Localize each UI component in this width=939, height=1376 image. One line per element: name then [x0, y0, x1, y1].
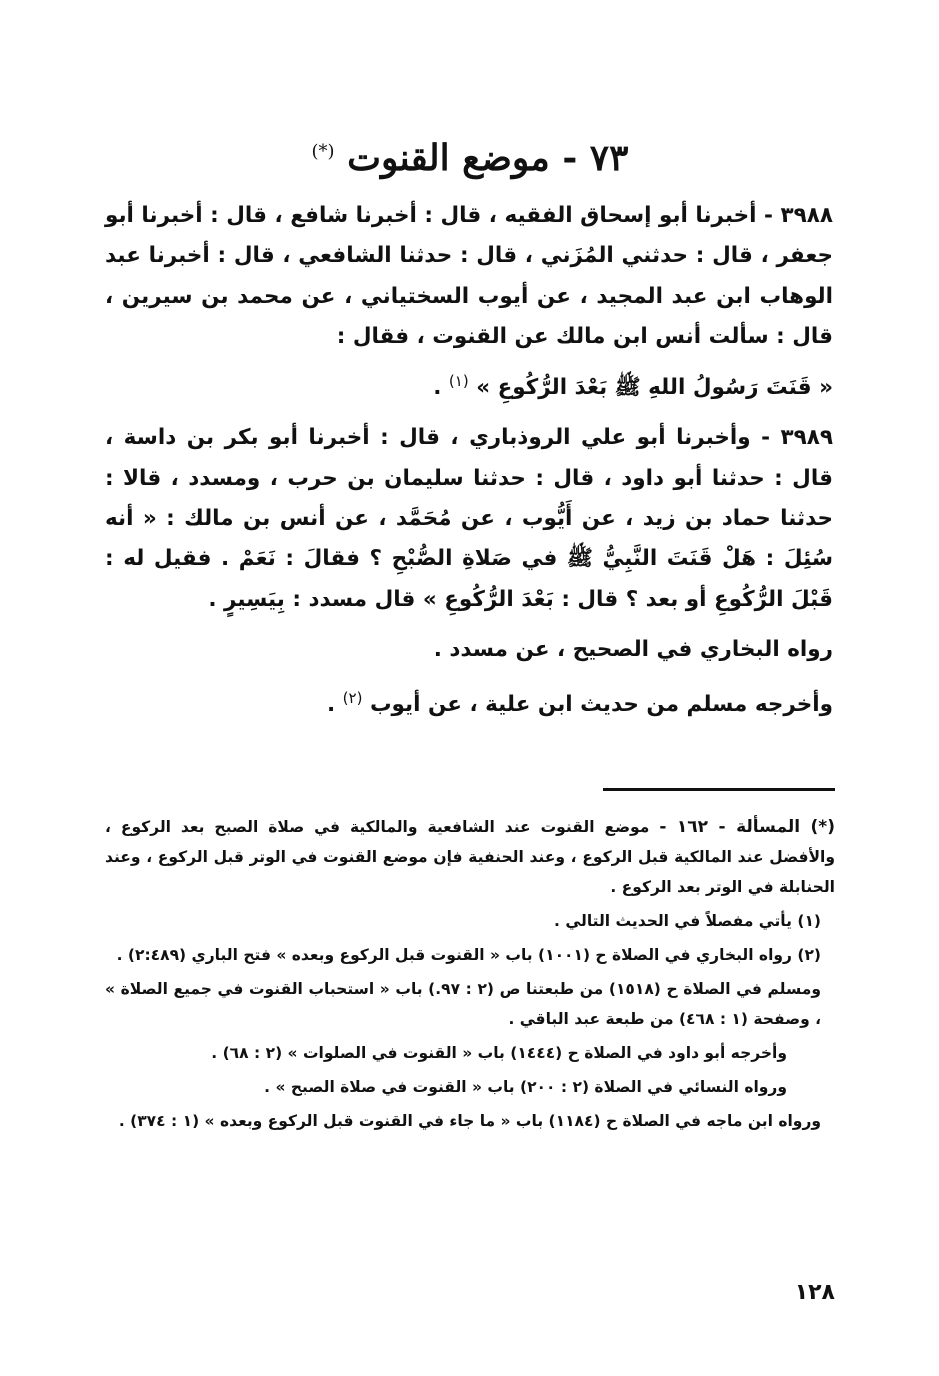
footnote-star-text: موضع القنوت عند الشافعية والمالكية في صلاة الصبح بعد الركوع ، والأفضل عند المالكية قبل الركوع ، وعند الحنفية فإن موضع القنوت في الوتر قبل الركوع ، وعند الحنابلة في الوتر بعد الركوع . [105, 818, 835, 896]
muslim-line [105, 674, 833, 729]
footnote-2-nasai: ورواه النسائي في الصلاة (٢ : ٢٠٠) باب « القنوت في صلاة الصبح » . [264, 1078, 787, 1096]
hadith-3989: ٣٩٨٩ - وأخبرنا أبو علي الروذباري ، قال : أخبرنا أبو بكر بن داسة ، قال : حدثنا أبو داود ، قال : حدثنا سليمان بن حرب ، ومسدد ، قالا : حدثنا حماد بن زيد ، عن أَيُّوب ، عن مُحَمَّد ، عن أنس بن مالك : « أنه سُئِلَ : هَلْ قَنَتَ النَّبِيُّ ﷺ في صَلاةِ الصُّبْحِ ؟ فقالَ : نَعَمْ . فقيل له : قَبْلَ الرُّكُوعِ أو بعد ؟ قال : بَعْدَ الرُّكُوعِ » قال مسدد : بِيَسِيرٍ . [105, 425, 833, 612]
footnote-star-lead: (*) المسألة - ١٦٢ - [659, 817, 835, 837]
quote-text: « قَنَتَ رَسُولُ اللهِ ﷺ بَعْدَ الرُّكُوعِ » [476, 375, 833, 401]
page-number: ١٢٨ [794, 1280, 835, 1305]
quote-end: . [433, 375, 442, 401]
muslim-end: . [326, 691, 336, 717]
footnote-star [105, 812, 835, 902]
footnote-2: (٢) رواه البخاري في الصلاة ح (١٠٠١) باب « القنوت قبل الركوع وبعده » فتح الباري (٢:٤٨٩) . [116, 946, 821, 964]
footnotes [105, 812, 835, 1140]
footnote-2-abudawud: وأخرجه أبو داود في الصلاة ح (١٤٤٤) باب « القنوت في الصلوات » (٢ : ٦٨) . [211, 1044, 787, 1062]
muslim-footnote-ref: (٢) [342, 688, 363, 707]
quote-footnote-ref: (١) [448, 372, 469, 391]
hadith-quote [105, 361, 833, 408]
footnote-marker: (*) [311, 141, 335, 162]
main-text [105, 196, 833, 729]
chapter-heading [200, 128, 740, 182]
footnote-2-ibnmajah: ورواه ابن ماجه في الصلاة ح (١١٨٤) باب « ما جاء في القنوت قبل الركوع وبعده » (١ : ٣٧٤) . [118, 1112, 821, 1130]
bukhari-line: رواه البخاري في الصحيح ، عن مسدد . [433, 636, 833, 662]
footnote-1: (١) يأتي مفصلاً في الحديث التالي . [554, 912, 821, 930]
footnote-2-muslim: ومسلم في الصلاة ح (١٥١٨) من طبعتنا ص (٢ : ٩٧.) باب « استحباب القنوت في جميع الصلاة » ، وصفحة (١ : ٤٦٨) من طبعة عبد الباقي . [105, 980, 821, 1028]
muslim-text: وأخرجه مسلم من حديث ابن علية ، عن أيوب [369, 691, 833, 717]
footnote-separator [603, 788, 835, 791]
chapter-title: ٧٣ - موضع القنوت [347, 137, 629, 179]
hadith-3988: ٣٩٨٨ - أخبرنا أبو إسحاق الفقيه ، قال : أخبرنا شافع ، قال : أخبرنا أبو جعفر ، قال : حدثني المُزَني ، قال : حدثنا الشافعي ، قال : أخبرنا عبد الوهاب ابن عبد المجيد ، عن أيوب السختياني ، عن محمد بن سيرين ، قال : سألت أنس ابن مالك عن القنوت ، فقال : [105, 203, 833, 349]
